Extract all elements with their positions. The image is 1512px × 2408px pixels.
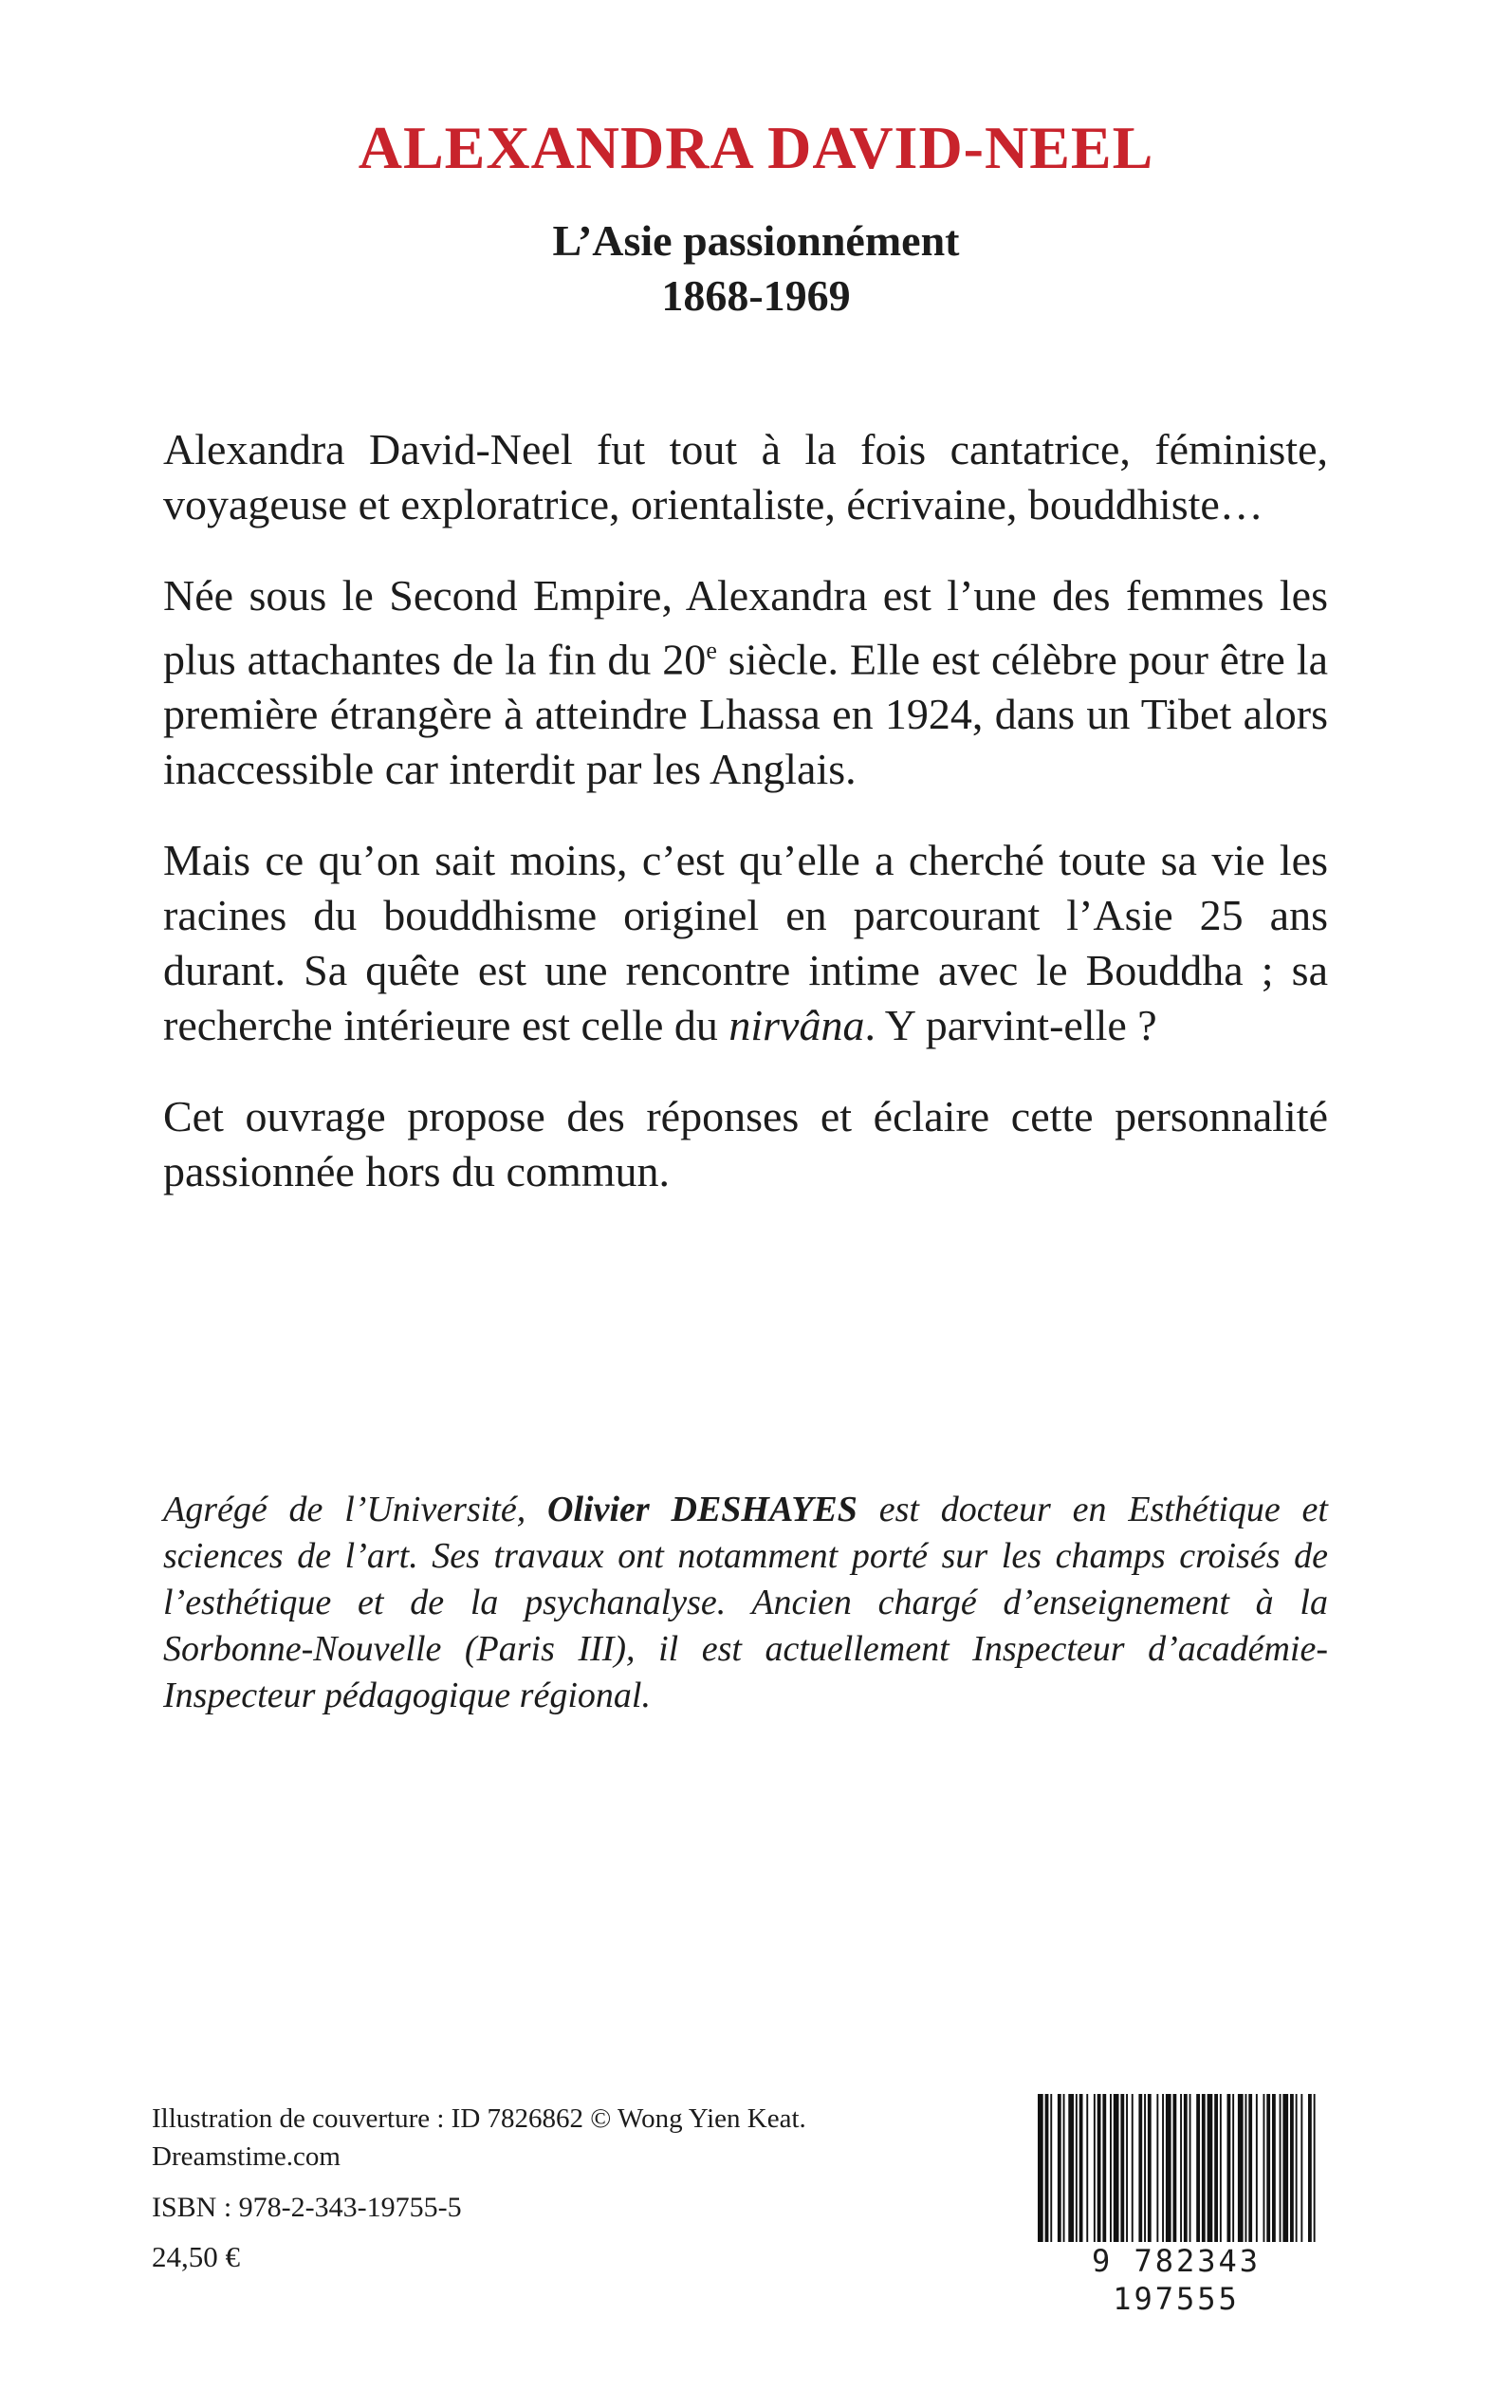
- subtitle-block: [0, 213, 1512, 324]
- barcode-bar: [1282, 2094, 1288, 2265]
- bio-text: est docteur en Esthétique et sciences de l’art. Ses travaux ont notamment porté sur les champs croisés de l’esthétique et de la psychanalyse. Ancien chargé d’enseignement à la Sorbonne-Nouvelle (Paris III), il est actuellement Inspecteur d’académie-Inspecteur pédagogique régional.: [163, 1490, 1328, 1715]
- barcode-bar: [1308, 2094, 1312, 2265]
- barcode-bar: [1102, 2094, 1106, 2265]
- barcode-bar: [1220, 2094, 1222, 2265]
- price-text: 24,50 €: [152, 2240, 240, 2273]
- barcode-bar: [1079, 2094, 1083, 2265]
- barcode-bar: [1180, 2094, 1182, 2265]
- century-superscript: e: [706, 637, 717, 664]
- author-bio: [163, 1487, 1328, 1719]
- barcode-bar: [1238, 2094, 1244, 2265]
- barcode-bar: [1114, 2094, 1119, 2265]
- barcode-bar: [1256, 2094, 1258, 2265]
- barcode-bar: [1166, 2094, 1171, 2265]
- barcode-bar: [1068, 2094, 1074, 2265]
- barcode-bar: [1314, 2094, 1316, 2265]
- barcode-bar: [1094, 2094, 1096, 2265]
- barcode-bar: [1189, 2094, 1191, 2265]
- barcode-bar: [1148, 2094, 1152, 2265]
- book-title: ALEXANDRA DAVID-NEEL: [358, 114, 1154, 181]
- isbn-text: ISBN : 978-2-343-19755-5: [152, 2192, 462, 2223]
- barcode-bar: [1063, 2094, 1065, 2265]
- barcode-bar: [1173, 2094, 1177, 2265]
- blurb-paragraph-1: Alexandra David-Neel fut tout à la fois cantatrice, féministe, voyageuse et exploratrice, orientaliste, écrivaine, bouddhiste…: [163, 425, 1328, 528]
- barcode-bar: [1280, 2094, 1282, 2265]
- barcode-bar: [1290, 2094, 1294, 2265]
- barcode-bar: [1248, 2094, 1252, 2265]
- blurb-paragraph-4: Cet ouvrage propose des réponses et éclaire cette personnalité passionnée hors du commun.: [163, 1092, 1328, 1196]
- book-subtitle: L’Asie passionnément: [552, 216, 960, 265]
- barcode-bar: [1156, 2094, 1158, 2265]
- barcode-bar: [1266, 2094, 1270, 2265]
- barcode-bar: [1184, 2094, 1188, 2265]
- barcode-bar: [1263, 2094, 1265, 2265]
- barcode-bar: [1208, 2094, 1213, 2265]
- barcode-bar: [1120, 2094, 1124, 2265]
- author-name: Olivier DESHAYES: [547, 1490, 857, 1529]
- blurb-paragraph-2: [163, 568, 1328, 797]
- barcode-bar: [1232, 2094, 1234, 2265]
- barcode-bar: [1097, 2094, 1101, 2265]
- book-years: 1868-1969: [661, 271, 851, 320]
- barcode-bar: [1227, 2094, 1231, 2265]
- blurb-paragraph-3: [163, 833, 1328, 1053]
- barcode-bar: [1162, 2094, 1164, 2265]
- barcode-bar: [1132, 2094, 1134, 2265]
- barcode-bar: [1138, 2094, 1142, 2265]
- barcode-bar: [1058, 2094, 1061, 2265]
- blurb-p2-text-b: siècle. Elle est célèbre pour être la première étrangère à atteindre Lhassa en 1924, dans un Tibet alors inaccessible car interdit par les Anglais.: [163, 635, 1328, 794]
- barcode-bar: [1296, 2094, 1298, 2265]
- cover-credit: [152, 2100, 806, 2176]
- bio-intro: Agrégé de l’Université,: [163, 1490, 548, 1529]
- barcode-bar: [1076, 2094, 1078, 2265]
- blurb-p2-text-a: Née sous le Second Empire, Alexandra est l’une des femmes les plus attachantes de la fin du 20: [163, 571, 1328, 684]
- barcode-bar: [1110, 2094, 1112, 2265]
- barcode-bar: [1300, 2094, 1302, 2265]
- barcode-bar: [1050, 2094, 1052, 2265]
- barcode-bar: [1144, 2094, 1146, 2265]
- barcode-bar: [1214, 2094, 1218, 2265]
- blurb: [163, 422, 1328, 1235]
- credit-line-1: Illustration de couverture : ID 7826862 © Wong Yien Keat.: [152, 2103, 806, 2134]
- barcode-bar: [1245, 2094, 1247, 2265]
- barcode-bar: [1272, 2094, 1276, 2265]
- barcode-bar: [1086, 2094, 1088, 2265]
- nirvana-term: nirvâna: [728, 1001, 865, 1050]
- credit-line-2: Dreamstime.com: [152, 2141, 341, 2172]
- barcode-bar: [1202, 2094, 1206, 2265]
- blurb-p3-text-a: Mais ce qu’on sait moins, c’est qu’elle a cherché toute sa vie les racines du bouddhisme originel en parcourant l’Asie 25 ans durant. Sa quête est une rencontre intime avec le Bouddha ; sa recherche intérieure est celle du: [163, 836, 1328, 1050]
- blurb-p3-text-b: . Y parvint-elle ?: [864, 1001, 1157, 1050]
- barcode-bar: [1126, 2094, 1128, 2265]
- barcode-digits: 9 782343 197555: [1034, 2242, 1318, 2318]
- barcode-bar: [1196, 2094, 1200, 2265]
